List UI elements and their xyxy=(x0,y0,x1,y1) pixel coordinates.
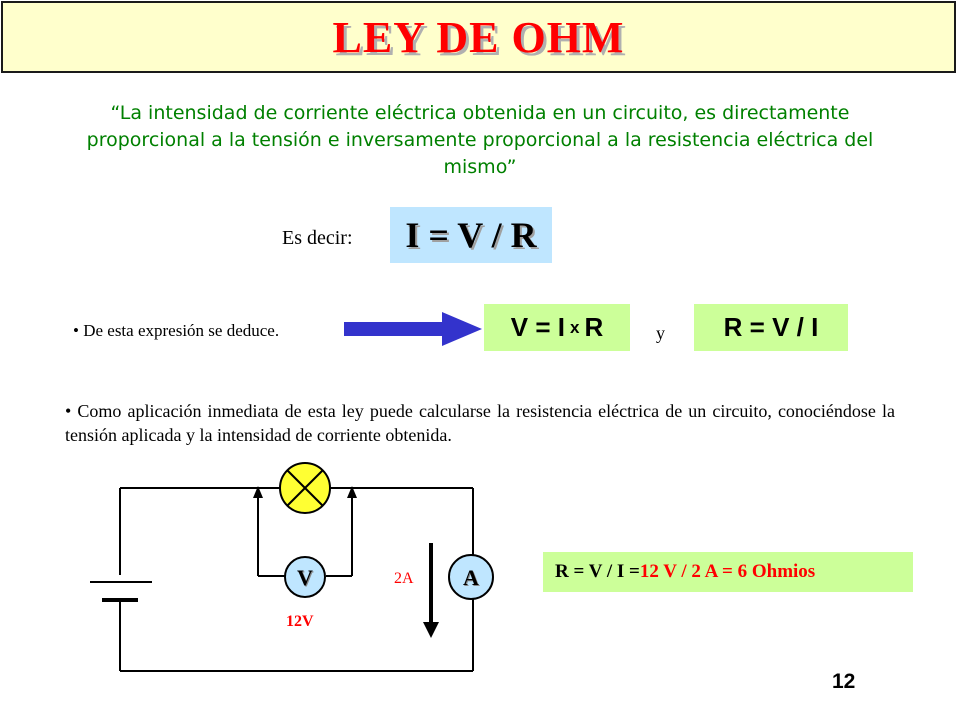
formula-r-part: R xyxy=(584,312,604,342)
formula-x-part: x xyxy=(569,317,580,337)
arrow-right-icon xyxy=(344,310,484,350)
page-number: 12 xyxy=(832,670,856,693)
page-title: LEY DE OHM xyxy=(332,12,625,62)
formula-v-part: V = I xyxy=(510,312,565,342)
calculation-box xyxy=(543,552,913,592)
conjunction-y: y xyxy=(656,323,665,343)
main-formula: I = V / R xyxy=(390,207,552,263)
application-text: • Como aplicación inmediata de esta ley puede calcularse la resistencia eléctrica de un circuito, conociéndose la tensión aplicada y la intensidad de corriente obtenida. xyxy=(65,401,895,445)
formula-r-equals-vi: R = V / I xyxy=(694,304,848,351)
title-banner xyxy=(1,1,956,73)
calculation-prefix: R = V / I = xyxy=(555,561,640,582)
voltage-label: 12V xyxy=(286,613,314,630)
ammeter-label: A xyxy=(463,565,479,590)
voltmeter-label: V xyxy=(297,565,313,590)
ohm-law-quote: “La intensidad de corriente eléctrica obtenida en un circuito, es directamente proporcional a la tensión e inversamente proporcional a la resistencia eléctrica del mismo” xyxy=(86,102,874,178)
current-label: 2A xyxy=(394,570,414,587)
formula-v-equals-ir xyxy=(484,304,630,351)
es-decir-label: Es decir: xyxy=(282,227,353,249)
deduce-text: • De esta expresión se deduce. xyxy=(73,321,280,340)
calculation-result: 12 V / 2 A = 6 Ohmios xyxy=(639,561,816,582)
current-arrow-down-icon xyxy=(423,622,439,638)
